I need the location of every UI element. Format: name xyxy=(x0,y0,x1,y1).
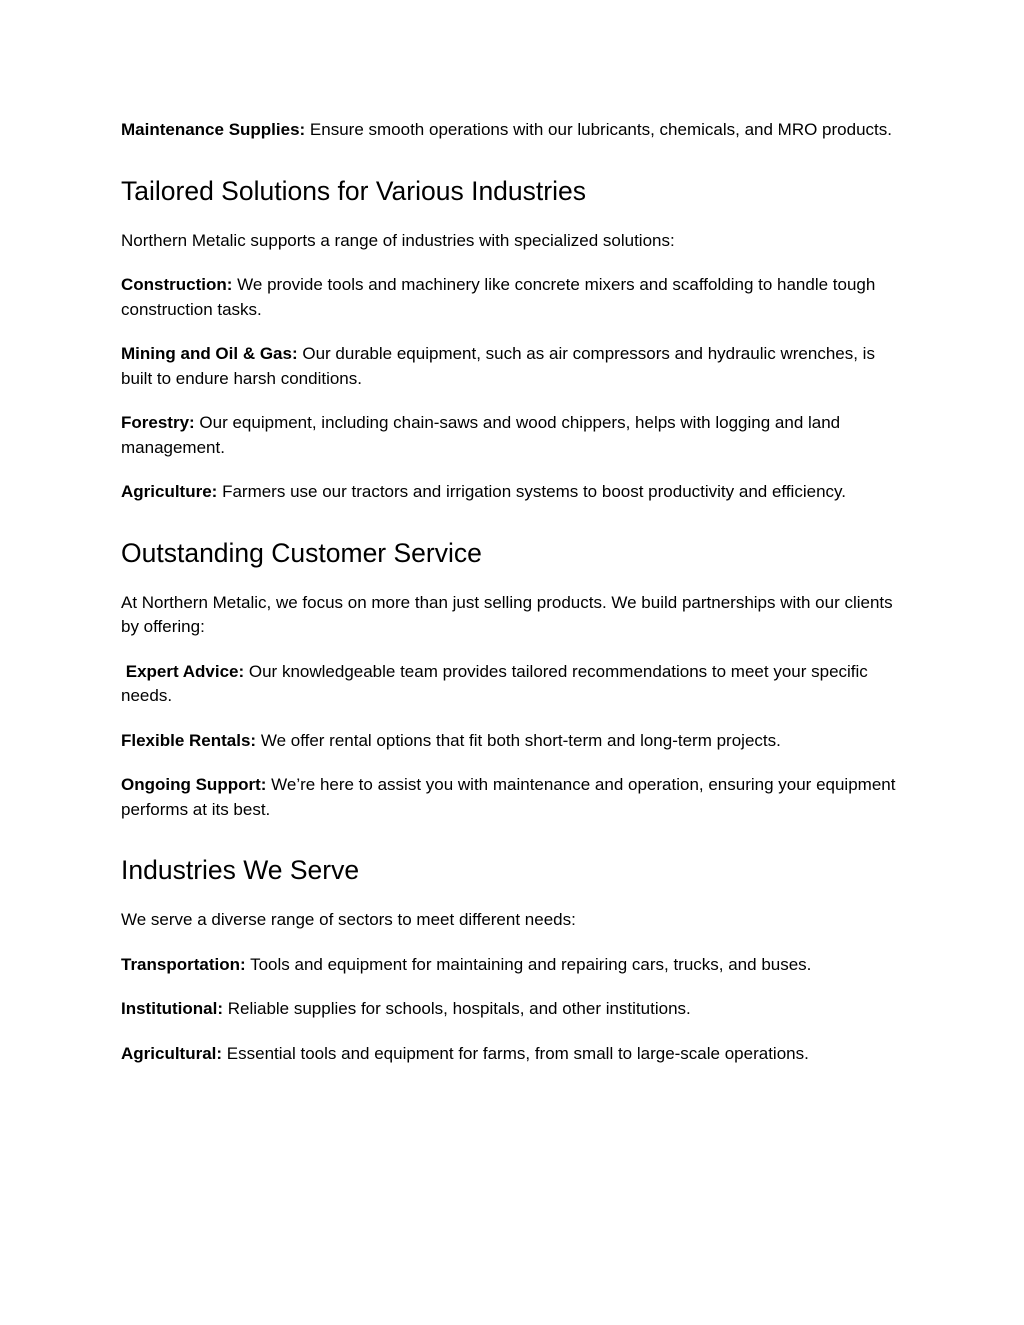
document-page xyxy=(121,118,903,1086)
list-item-flexible-rentals xyxy=(121,729,903,754)
list-item-agriculture xyxy=(121,480,903,505)
paragraph-label: Maintenance Supplies: xyxy=(121,120,306,139)
item-label: Transportation: xyxy=(121,954,246,974)
item-text: Essential tools and equipment for farms, from small to large-scale operations. xyxy=(222,1043,809,1063)
item-label: Expert Advice: xyxy=(121,661,245,681)
item-label: Institutional: xyxy=(121,999,223,1018)
item-text: Our equipment, including chain-saws and wood chippers, helps with logging and land management. xyxy=(121,413,841,457)
paragraph-text: Ensure smooth operations with our lubricants, chemicals, and MRO products. xyxy=(305,120,892,139)
item-label: Agricultural: xyxy=(121,1043,223,1063)
item-text: Reliable supplies for schools, hospitals, and other institutions. xyxy=(222,999,691,1018)
section-intro: Northern Metalic supports a range of industries with specialized solutions: xyxy=(121,230,675,250)
section-intro: At Northern Metalic, we focus on more than just selling products. We build partnerships with our clients by offering: xyxy=(121,592,893,636)
item-text: Tools and equipment for maintaining and repairing cars, trucks, and buses. xyxy=(245,954,812,974)
section-heading-industries-we-serve: Industries We Serve xyxy=(121,855,360,885)
list-item-forestry xyxy=(121,411,903,460)
item-label: Construction: xyxy=(121,275,233,294)
item-text: We offer rental options that fit both short-term and long-term projects. xyxy=(256,730,781,750)
item-label: Ongoing Support: xyxy=(121,775,267,794)
item-label: Forestry: xyxy=(121,413,195,432)
item-label: Agriculture: xyxy=(121,482,218,501)
section-intro: We serve a diverse range of sectors to meet different needs: xyxy=(121,910,576,929)
item-text: Our durable equipment, such as air compressors and hydraulic wrenches, is built to endure harsh conditions. xyxy=(121,344,875,388)
list-item-institutional xyxy=(121,997,903,1022)
list-item-ongoing-support xyxy=(121,773,903,822)
item-text: We’re here to assist you with maintenance and operation, ensuring your equipment performs at its best. xyxy=(121,775,896,819)
item-label: Mining and Oil & Gas: xyxy=(121,344,298,363)
item-text: Farmers use our tractors and irrigation systems to boost productivity and efficiency. xyxy=(217,482,846,501)
item-text: Our knowledgeable team provides tailored recommendations to meet your specific needs. xyxy=(121,661,873,705)
list-item-construction xyxy=(121,273,903,322)
list-item-transportation xyxy=(121,953,903,978)
list-item-mining xyxy=(121,342,903,391)
item-text: We provide tools and machinery like concrete mixers and scaffolding to handle tough construction tasks. xyxy=(121,275,876,319)
section-heading-tailored-solutions: Tailored Solutions for Various Industries xyxy=(121,175,586,206)
item-label: Flexible Rentals: xyxy=(121,730,257,750)
maintenance-supplies-paragraph xyxy=(121,118,903,143)
section-heading-customer-service: Outstanding Customer Service xyxy=(121,537,482,568)
list-item-expert-advice xyxy=(121,660,903,709)
list-item-agricultural xyxy=(121,1042,903,1067)
